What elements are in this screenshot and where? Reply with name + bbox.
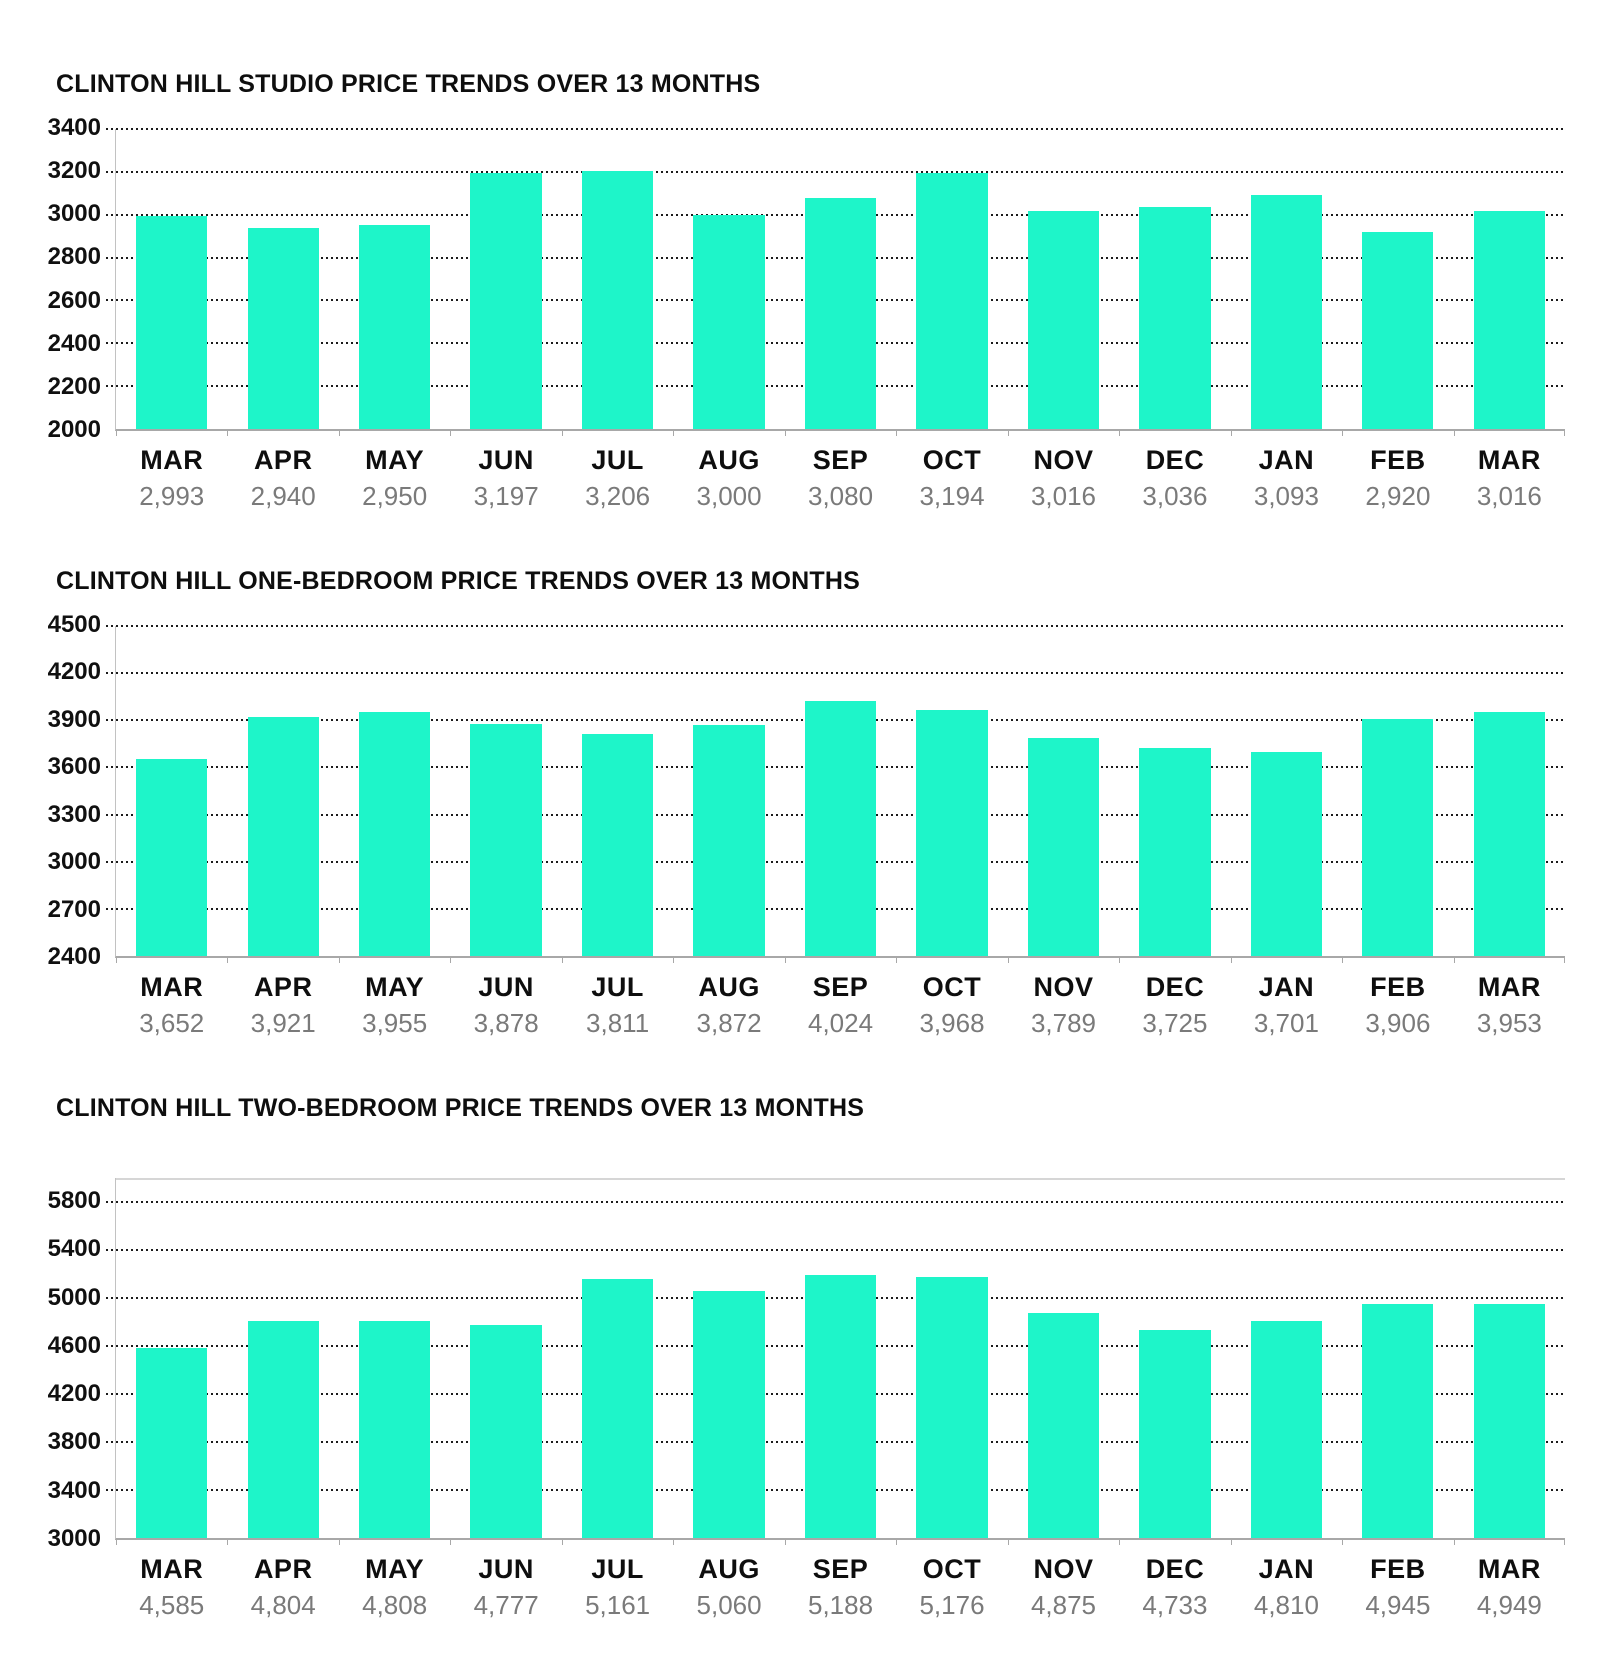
x-axis-month-label: SEP [812,1553,869,1584]
bar-value-label: 3,652 [139,1007,205,1038]
x-label-cell [1008,445,1119,512]
y-axis-tick-label: 5400 [47,1235,101,1263]
bar-feb [1362,719,1433,956]
x-label-cell [227,1554,338,1621]
x-axis-month-label: AUG [698,445,760,475]
bar-value-label: 3,906 [1365,1007,1431,1038]
y-axis-tick-label: 3600 [47,753,101,781]
bar-aug [693,1291,764,1538]
bar-value-label: 5,161 [585,1589,651,1620]
x-axis-month-label: MAY [365,445,425,475]
bar-value-label: 4,804 [250,1589,316,1620]
x-axis-tick [1008,429,1009,436]
gridline [106,171,1565,173]
bar-value-label: 3,194 [919,481,985,512]
bar-value-label: 4,024 [808,1007,874,1038]
bar-value-label: 3,206 [585,481,651,512]
y-axis-tick-label: 3800 [47,1428,101,1456]
bar-apr [248,717,319,956]
bar-value-label: 4,585 [139,1589,205,1620]
x-label-cell [450,445,561,512]
label-cells [116,972,1565,1039]
plot-area [115,1178,1565,1540]
bar-aug [693,215,764,429]
x-axis-tick [896,429,897,436]
x-label-cell [1454,445,1565,512]
y-axis-tick-label: 3900 [47,705,101,733]
x-axis-month-label: SEP [812,971,869,1002]
x-axis-labels [35,1554,1565,1621]
bar-feb [1362,1304,1433,1537]
x-axis-month-label: APR [253,971,313,1002]
x-label-cell [339,445,450,512]
x-axis-month-label: MAY [365,1553,425,1584]
x-axis-labels [35,445,1565,512]
x-axis-tick [562,429,563,436]
x-axis-tick [673,429,674,436]
x-axis-tick [1454,956,1455,963]
bar-value-label: 3,921 [250,1007,316,1038]
bar-oct [916,710,987,956]
bar-value-label: 3,701 [1253,1007,1319,1038]
x-axis-tick [227,1538,228,1545]
y-axis-tick-label: 2200 [47,372,101,400]
x-label-cell [1231,445,1342,512]
x-axis-month-label: JUN [478,1553,534,1584]
y-axis-tick-label: 3000 [47,200,101,228]
bar-jun [470,173,541,430]
x-axis-tick [339,429,340,436]
axis-spacer [35,445,116,512]
y-axis-tick-label: 5800 [47,1186,101,1214]
x-label-cell [450,1554,561,1621]
x-axis-tick [562,956,563,963]
y-axis-tick-label: 3400 [47,1476,101,1504]
x-axis-month-label: NOV [1033,1553,1094,1584]
label-cells [116,1554,1565,1621]
x-axis-month-label: JAN [1258,445,1315,475]
x-axis-tick [1564,1538,1565,1545]
plot-top-border [116,1178,1565,1180]
x-label-cell [896,1554,1007,1621]
x-label-cell [785,445,896,512]
chart-canvas [35,1178,1565,1621]
axis-spacer [35,972,116,1039]
one-bedroom-price-chart [35,567,1565,1039]
bar-value-label: 3,725 [1142,1007,1208,1038]
x-axis-tick [1231,1538,1232,1545]
x-axis-tick [450,956,451,963]
x-label-cell [1231,972,1342,1039]
x-axis-month-label: MAR [140,971,204,1002]
y-axis-tick-label: 2000 [47,415,101,443]
bar-value-label: 3,953 [1476,1007,1542,1038]
x-label-cell [1119,972,1230,1039]
bar-jul [582,734,653,956]
bar-value-label: 3,016 [1476,481,1542,512]
bar-jan [1251,195,1322,429]
bar-value-label: 4,777 [473,1589,539,1620]
x-axis-month-label: JUL [591,971,644,1002]
x-axis-tick [1564,429,1565,436]
x-axis-month-label: FEB [1370,445,1426,475]
bar-value-label: 3,955 [362,1007,428,1038]
x-label-cell [339,972,450,1039]
x-label-cell [1119,1554,1230,1621]
x-axis-tick [116,429,117,436]
x-axis-tick [1454,1538,1455,1545]
x-axis-month-label: MAR [140,1553,204,1584]
x-axis-tick [1231,429,1232,436]
x-axis-month-label: DEC [1145,971,1205,1002]
y-axis-tick-label: 2700 [47,895,101,923]
bar-mar [136,1348,207,1538]
bar-value-label: 3,872 [696,1007,762,1038]
x-label-cell [896,972,1007,1039]
gridline [106,625,1565,627]
x-label-cell [1454,972,1565,1039]
bar-mar [136,216,207,429]
x-axis-month-label: JAN [1258,1553,1315,1584]
x-label-cell [1231,1554,1342,1621]
bar-may [359,1321,430,1538]
x-axis-month-label: NOV [1033,971,1094,1002]
bar-value-label: 2,993 [139,481,205,512]
x-label-cell [1119,445,1230,512]
bar-nov [1028,1313,1099,1538]
x-axis-tick [1008,1538,1009,1545]
bar-nov [1028,211,1099,429]
bar-jan [1251,1321,1322,1538]
x-axis-tick [1342,1538,1343,1545]
gridline [106,128,1565,130]
bar-dec [1139,748,1210,956]
bar-value-label: 3,878 [473,1007,539,1038]
x-axis-month-label: JUN [478,971,534,1002]
x-label-cell [673,445,784,512]
bar-value-label: 3,093 [1253,481,1319,512]
bar-may [359,225,430,429]
x-axis-month-label: SEP [812,445,869,475]
x-label-cell [785,972,896,1039]
x-axis-tick [116,1538,117,1545]
y-axis-tick-label: 4600 [47,1331,101,1359]
chart-canvas [35,113,1565,512]
y-axis-tick-label: 3000 [47,847,101,875]
bar-mar [1474,211,1545,429]
bar-value-label: 5,176 [919,1589,985,1620]
x-axis-tick [339,1538,340,1545]
x-axis-month-label: JUL [591,445,644,475]
x-axis-month-label: MAR [1477,971,1541,1002]
x-axis-month-label: FEB [1370,1553,1426,1584]
y-axis-tick-label: 3400 [47,113,101,141]
gridline [106,1249,1565,1251]
x-axis-month-label: MAR [1477,1553,1541,1584]
x-axis-tick [896,1538,897,1545]
x-axis-tick [1231,956,1232,963]
y-axis-tick-label: 2600 [47,286,101,314]
x-axis-tick [673,956,674,963]
chart-row [35,610,1565,970]
gridline [106,672,1565,674]
x-axis-month-label: MAY [365,971,425,1002]
bar-value-label: 3,968 [919,1007,985,1038]
x-label-cell [562,1554,673,1621]
plot-area [115,129,1565,431]
bar-value-label: 3,016 [1030,481,1097,512]
bar-sep [805,198,876,429]
x-axis-tick [1342,956,1343,963]
x-label-cell [1008,1554,1119,1621]
x-axis-tick [785,429,786,436]
x-axis-tick [562,1538,563,1545]
y-axis-tick-label: 2800 [47,243,101,271]
x-label-cell [450,972,561,1039]
x-axis-month-label: OCT [922,971,982,1002]
x-axis-month-label: MAR [1477,445,1541,475]
y-axis-tick-label: 3300 [47,800,101,828]
x-axis-month-label: APR [253,445,313,475]
chart-row [35,1178,1565,1552]
x-axis-month-label: JUL [591,1553,644,1584]
x-label-cell [896,445,1007,512]
bar-feb [1362,232,1433,429]
x-label-cell [1342,445,1453,512]
x-label-cell [116,972,227,1039]
x-axis-tick [673,1538,674,1545]
bar-value-label: 2,920 [1365,481,1431,512]
x-axis-tick [785,1538,786,1545]
y-axis [35,1178,115,1552]
bar-mar [136,759,207,956]
x-label-cell [673,972,784,1039]
bar-apr [248,1321,319,1537]
bar-value-label: 3,811 [586,1007,650,1038]
label-cells [116,445,1565,512]
y-axis-tick-label: 3000 [47,1524,101,1552]
chart-title: CLINTON HILL STUDIO PRICE TRENDS OVER 13 MONTHS [56,70,761,98]
x-axis-tick [227,429,228,436]
bar-sep [805,1275,876,1538]
y-axis-tick-label: 2400 [47,942,101,970]
x-axis-month-label: AUG [698,971,760,1002]
y-axis-tick-label: 4200 [47,658,101,686]
x-label-cell [1454,1554,1565,1621]
bar-value-label: 4,733 [1142,1589,1208,1620]
chart-title: CLINTON HILL TWO-BEDROOM PRICE TRENDS OVER 13 MONTHS [56,1093,865,1122]
bar-value-label: 3,036 [1142,481,1208,512]
bar-jun [470,724,541,956]
x-axis-month-label: JAN [1258,971,1315,1002]
bar-may [359,712,430,956]
bar-aug [693,725,764,956]
bar-oct [916,173,987,429]
y-axis [35,113,115,443]
x-label-cell [562,445,673,512]
bar-value-label: 4,808 [362,1589,428,1620]
bar-jul [582,171,653,429]
x-axis-tick [116,956,117,963]
x-label-cell [1342,1554,1453,1621]
x-label-cell [673,1554,784,1621]
x-axis-tick [1454,429,1455,436]
bar-jan [1251,752,1322,956]
x-axis-month-label: OCT [922,445,982,475]
x-label-cell [1342,972,1453,1039]
x-label-cell [227,972,338,1039]
bar-mar [1474,1304,1545,1538]
x-axis-month-label: FEB [1370,971,1426,1002]
bar-oct [916,1277,987,1538]
bar-jun [470,1325,541,1538]
bar-value-label: 3,000 [696,481,762,512]
x-axis-month-label: MAR [140,445,204,475]
chart-title: CLINTON HILL ONE-BEDROOM PRICE TRENDS OVER 13 MONTHS [56,566,860,595]
bar-value-label: 4,875 [1030,1589,1097,1620]
bar-sep [805,701,876,956]
x-axis-tick [339,956,340,963]
y-axis-tick-label: 3200 [47,157,101,185]
x-axis-tick [450,429,451,436]
x-axis-month-label: OCT [922,1553,982,1584]
chart-row [35,113,1565,443]
bar-value-label: 3,789 [1030,1007,1097,1038]
x-axis-month-label: APR [253,1553,313,1584]
bar-value-label: 2,940 [250,481,316,512]
x-label-cell [1008,972,1119,1039]
x-label-cell [562,972,673,1039]
x-axis-tick [227,956,228,963]
bar-dec [1139,207,1210,429]
x-axis-tick [1008,956,1009,963]
x-axis-tick [785,956,786,963]
x-label-cell [785,1554,896,1621]
bar-value-label: 5,188 [808,1589,874,1620]
bar-value-label: 5,060 [696,1589,762,1620]
x-axis-month-label: JUN [478,445,534,475]
chart-canvas [35,610,1565,1039]
x-axis-month-label: DEC [1145,1553,1205,1584]
x-axis-tick [896,956,897,963]
x-axis-tick [1342,429,1343,436]
y-axis-tick-label: 4500 [47,610,101,638]
axis-spacer [35,1554,116,1621]
studio-price-chart [35,70,1565,512]
x-axis-tick [1119,429,1120,436]
x-axis-tick [1564,956,1565,963]
plot-area [115,626,1565,958]
bar-nov [1028,738,1099,956]
bar-dec [1139,1330,1210,1538]
two-bedroom-price-chart [35,1094,1565,1621]
bar-value-label: 4,949 [1476,1589,1542,1620]
bar-apr [248,228,319,429]
x-axis-tick [1119,1538,1120,1545]
bar-value-label: 2,950 [362,481,428,512]
y-axis-tick-label: 5000 [47,1283,101,1311]
bar-jul [582,1279,653,1538]
bar-value-label: 3,197 [473,481,539,512]
y-axis-tick-label: 4200 [47,1379,101,1407]
bar-mar [1474,712,1545,956]
x-axis-month-label: DEC [1145,445,1205,475]
y-axis-tick-label: 2400 [47,329,101,357]
bar-value-label: 4,810 [1253,1589,1319,1620]
x-axis-tick [450,1538,451,1545]
x-label-cell [116,1554,227,1621]
x-label-cell [116,445,227,512]
bar-value-label: 3,080 [808,481,874,512]
x-axis-month-label: AUG [698,1553,760,1584]
x-axis-tick [1119,956,1120,963]
x-axis-month-label: NOV [1033,445,1094,475]
x-label-cell [339,1554,450,1621]
bar-value-label: 4,945 [1365,1589,1431,1620]
x-axis-labels [35,972,1565,1039]
x-label-cell [227,445,338,512]
gridline [106,1201,1565,1203]
y-axis [35,610,115,970]
